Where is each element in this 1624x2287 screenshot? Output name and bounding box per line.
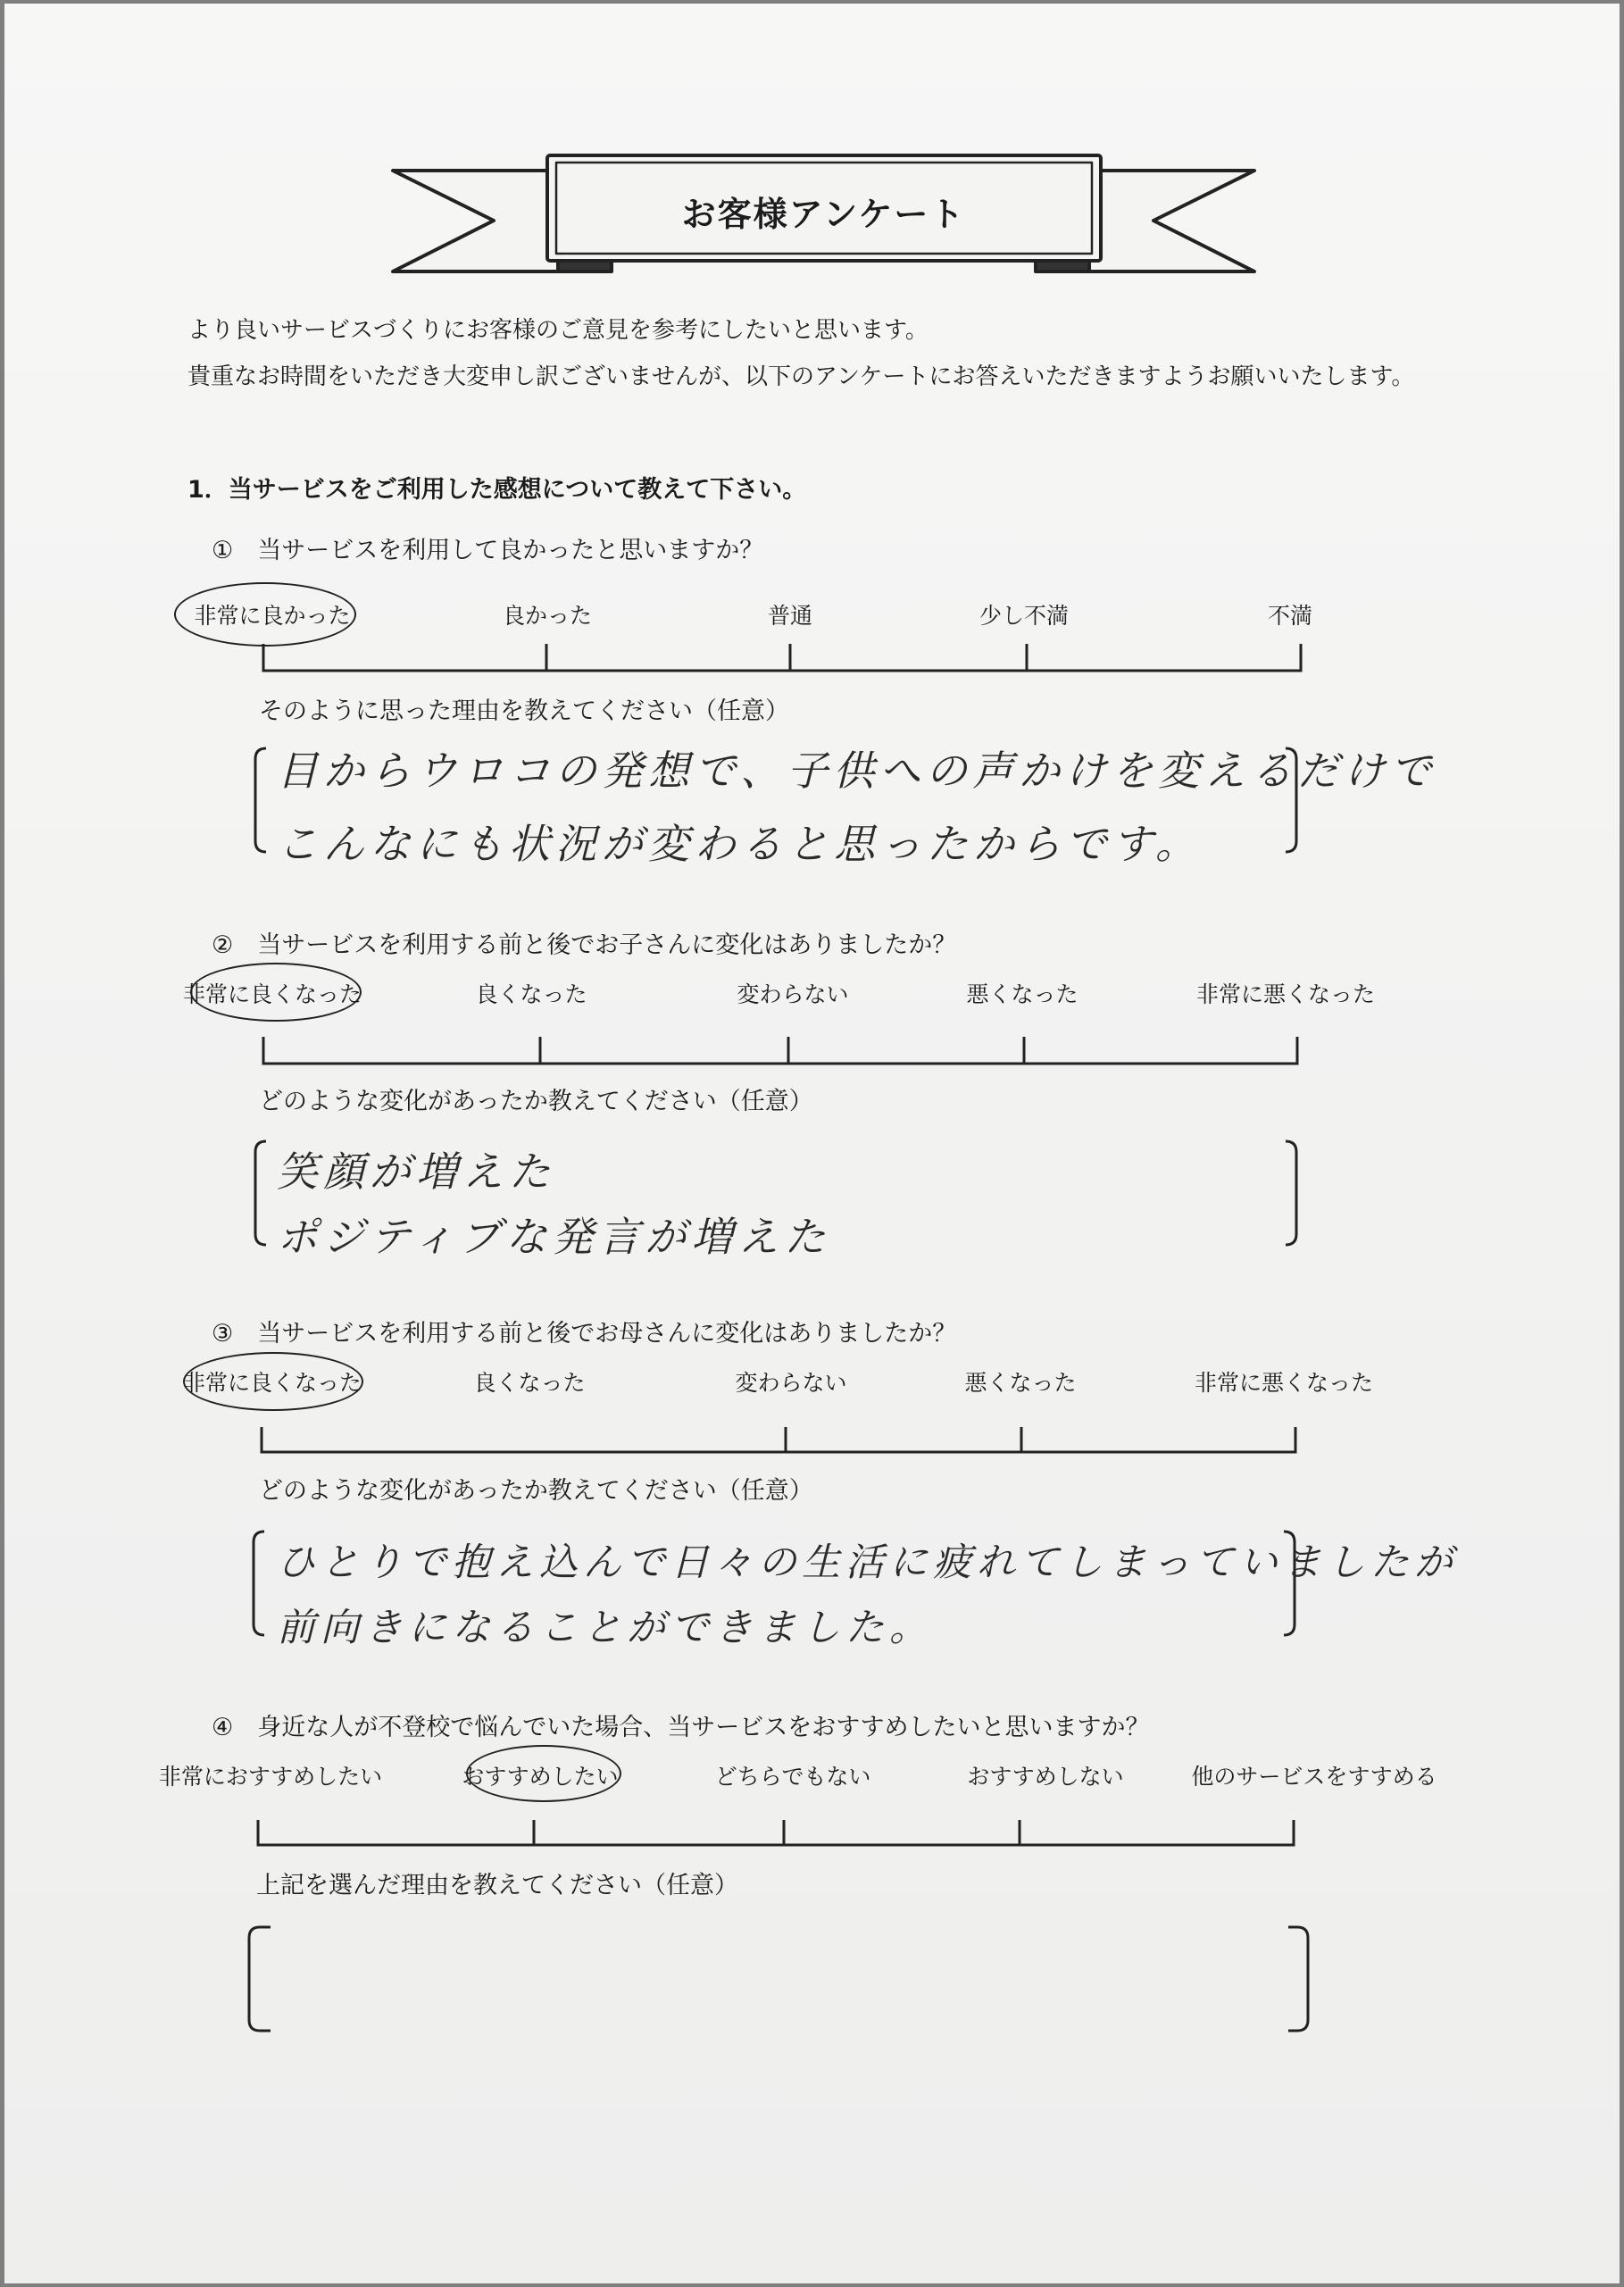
reason-label: どのような変化があったか教えてください（任意） [259,1088,813,1115]
option-label[interactable]: 悪くなった [964,1370,1077,1396]
page-title: お客様アンケート [681,195,966,234]
reason-label: そのように思った理由を教えてください（任意） [259,697,789,725]
option-label[interactable]: 少し不満 [979,603,1070,629]
selection-circle [190,963,362,1022]
question-text: 身近な人が不登校で悩んでいた場合、当サービスをおすすめしたいと思いますか？ [257,1714,1150,1741]
option-label[interactable]: 普通 [767,603,813,629]
option-label[interactable]: おすすめしたい [462,1764,619,1790]
section-title: 1．当サービスをご利用した感想について教えて下さい。 [187,476,807,504]
question-3 [212,1314,956,1348]
handwritten-answer-line: ひとりで抱え込んで日々の生活に疲れてしまっていましたが [277,1540,1458,1585]
handwritten-answer-line: ポジティブな発言が増えた [277,1213,831,1261]
handwritten-answer-line: 目からウロコの発想で、子供への声かけを変えるだけで [277,747,1437,795]
rating-scale [254,1035,1308,1071]
option-label[interactable]: 良くなった [473,1370,586,1396]
intro-line-1: より良いサービスづくりにお客様のご意見を参考にしたいと思います。 [187,317,929,344]
selection-circle [174,582,356,647]
question-number: ② [212,931,234,959]
option-label[interactable]: 他のサービスをすすめる [1191,1764,1437,1790]
option-label[interactable]: おすすめしない [967,1764,1124,1790]
question-number: ① [212,537,234,564]
question-4 [212,1707,1150,1742]
option-label[interactable]: 悪くなった [966,981,1079,1007]
survey-sheet [4,4,1620,2283]
option-label[interactable]: 非常におすすめしたい [158,1764,383,1790]
rating-scale [251,1818,1304,1854]
intro-line-2: 貴重なお時間をいただき大変申し訳ございませんが、以下のアンケートにお答えいただきますようお願いいたします。 [187,363,1415,390]
option-label[interactable]: 良くなった [475,981,587,1007]
option-label[interactable]: 非常に良くなった [182,1370,362,1396]
handwritten-answer-line: こんなにも状況が変わると思ったからです。 [277,820,1202,868]
answer-brackets [244,1922,1324,2038]
question-2 [212,925,956,960]
option-label[interactable]: 良かった [502,603,593,629]
question-1 [212,530,763,565]
selection-circle [183,1352,363,1411]
rating-scale [254,642,1308,678]
option-label[interactable]: 変わらない [735,1370,847,1396]
option-label[interactable]: どちらでもない [714,1764,871,1790]
handwritten-answer-line: 笑顔が増えた [277,1148,555,1196]
option-label[interactable]: 非常に良くなった [182,981,362,1007]
option-label[interactable]: 変わらない [737,981,849,1007]
option-label[interactable]: 不満 [1267,603,1313,629]
option-label[interactable]: 非常に良かった [194,603,351,629]
question-text: 当サービスを利用して良かったと思いますか？ [257,537,764,564]
reason-label: 上記を選んだ理由を教えてください（任意） [256,1872,738,1899]
option-label[interactable]: 非常に悪くなった [1195,981,1376,1007]
selection-circle [466,1745,621,1802]
handwritten-answer-line: 前向きになることができました。 [277,1606,933,1650]
question-number: ④ [212,1714,234,1741]
rating-scale [253,1425,1306,1461]
question-text: 当サービスを利用する前と後でお母さんに変化はありましたか？ [257,1320,957,1348]
reason-label: どのような変化があったか教えてください（任意） [259,1477,813,1505]
question-text: 当サービスを利用する前と後でお子さんに変化はありましたか？ [257,931,957,959]
question-number: ③ [212,1320,234,1348]
option-label[interactable]: 非常に悪くなった [1194,1370,1374,1396]
